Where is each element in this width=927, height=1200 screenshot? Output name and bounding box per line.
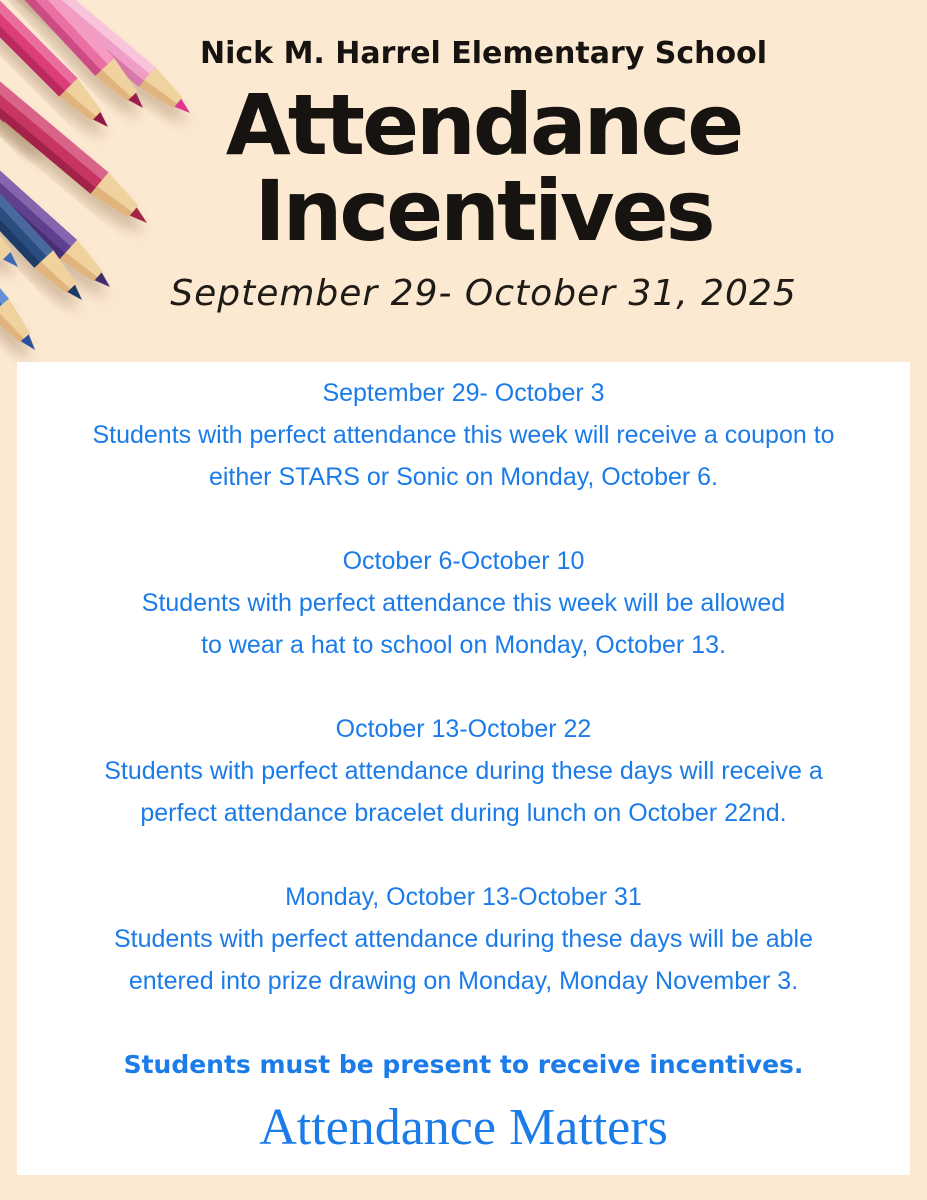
section-heading: September 29- October 3	[322, 379, 605, 407]
incentive-section-1	[17, 372, 910, 498]
presence-note: Students must be present to receive incentives.	[123, 1050, 804, 1079]
flyer-title-line-1: Attendance	[225, 76, 742, 174]
section-text-line: perfect attendance bracelet during lunch on October 22nd.	[140, 799, 787, 827]
flyer-title-line-2: Incentives	[254, 162, 713, 260]
attendance-matters-tagline: Attendance Matters	[259, 1099, 668, 1156]
date-range: September 29- October 31, 2025	[170, 273, 797, 314]
incentive-section-2	[17, 540, 910, 666]
section-heading: October 13-October 22	[335, 715, 592, 743]
section-heading: October 6-October 10	[342, 547, 585, 575]
section-text-line: Students with perfect attendance this week will receive a coupon to	[92, 421, 835, 449]
section-text-line: entered into prize drawing on Monday, Monday November 3.	[128, 967, 799, 995]
section-heading: Monday, October 13-October 31	[285, 883, 642, 911]
section-text-line: either STARS or Sonic on Monday, October 6.	[208, 463, 719, 491]
incentive-section-3	[17, 708, 910, 834]
content-panel	[17, 362, 910, 1175]
incentive-section-4	[17, 876, 910, 1002]
flyer-title	[60, 76, 907, 260]
section-text-line: Students with perfect attendance during these days will receive a	[104, 757, 823, 785]
section-text-line: to wear a hat to school on Monday, October 13.	[201, 631, 726, 659]
hero-text	[0, 0, 927, 318]
section-text-line: Students with perfect attendance this week will be allowed	[141, 589, 786, 617]
section-text-line: Students with perfect attendance during these days will be able	[113, 925, 814, 953]
school-name: Nick M. Harrel Elementary School	[200, 36, 767, 71]
flyer-header	[0, 0, 927, 362]
